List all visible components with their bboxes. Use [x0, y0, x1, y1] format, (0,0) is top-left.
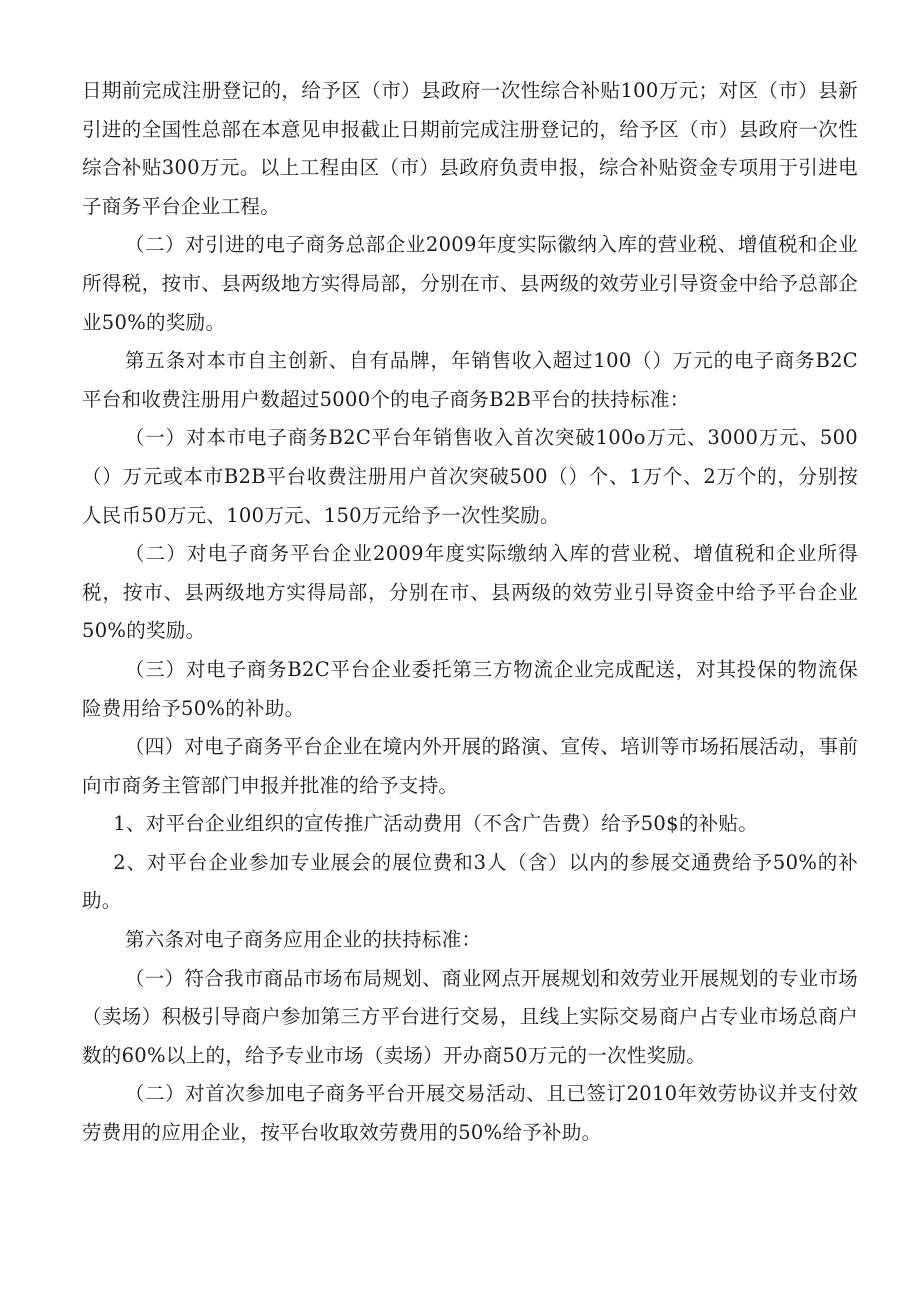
document-page	[82, 72, 858, 1153]
paragraph-article-5-clause-1: （一）对本市电子商务B2C平台年销售收入首次突破100o万元、3000万元、500（）万元或本市B2B平台收费注册用户首次突破500（）个、1万个、2万个的，分别按人民币50万元、100万元、150万元给予一次性奖励。	[82, 426, 858, 527]
paragraph-article-5: 第五条对本市自主创新、自有品牌，年销售收入超过100（）万元的电子商务B2C平台和收费注册用户数超过5000个的电子商务B2B平台的扶持标准：	[82, 349, 858, 411]
paragraph-article-6: 第六条对电子商务应用企业的扶持标准：	[124, 928, 482, 952]
paragraph-clause-2: （二）对引进的电子商务总部企业2009年度实际徽纳入库的营业税、增值税和企业所得税，按市、县两级地方实得局部，分别在市、县两级的效劳业引导资金中给予总部企业50%的奖励。	[82, 233, 858, 334]
paragraph-continuation: 日期前完成注册登记的，给予区（市）县政府一次性综合补贴100万元；对区（市）县新引进的全国性总部在本意见申报截止日期前完成注册登记的，给予区（市）县政府一次性综合补贴300万元。以上工程由区（市）县政府负责申报，综合补贴资金专项用于引进电子商务平台企业工程。	[82, 79, 858, 218]
paragraph-article-5-clause-3: （三）对电子商务B2C平台企业委托第三方物流企业完成配送，对其投保的物流保险费用给予50%的补助。	[82, 657, 858, 720]
paragraph-article-6-clause-1: （一）符合我市商品市场布局规划、商业网点开展规划和效劳业开展规划的专业市场（卖场）积极引导商户参加第三方平台进行交易，且线上实际交易商户占专业市场总商户数的60%以上的，给予专业市场（卖场）开办商50万元的一次性奖励。	[82, 966, 858, 1067]
paragraph-article-5-clause-2: （二）对电子商务平台企业2009年度实际缴纳入库的营业税、增值税和企业所得税，按市、县两级地方实得局部，分别在市、县两级的效劳业引导资金中给予平台企业50%的奖励。	[82, 542, 858, 643]
paragraph-article-6-clause-2: （二）对首次参加电子商务平台开展交易活动、且已签订2010年效劳协议并支付效劳费用的应用企业，按平台收取效劳费用的50%给予补助。	[82, 1082, 858, 1145]
paragraph-item-1: 1、对平台企业组织的宣传推广活动费用（不含广告费）给予50$的补贴。	[113, 812, 759, 836]
paragraph-item-2: 2、对平台企业参加专业展会的展位费和3人（含）以内的参展交通费给予50%的补助。	[82, 850, 858, 913]
paragraph-article-5-clause-4: （四）对电子商务平台企业在境内外开展的路演、宣传、培训等市场拓展活动，事前向市商务主管部门申报并批准的给予支持。	[82, 735, 858, 797]
